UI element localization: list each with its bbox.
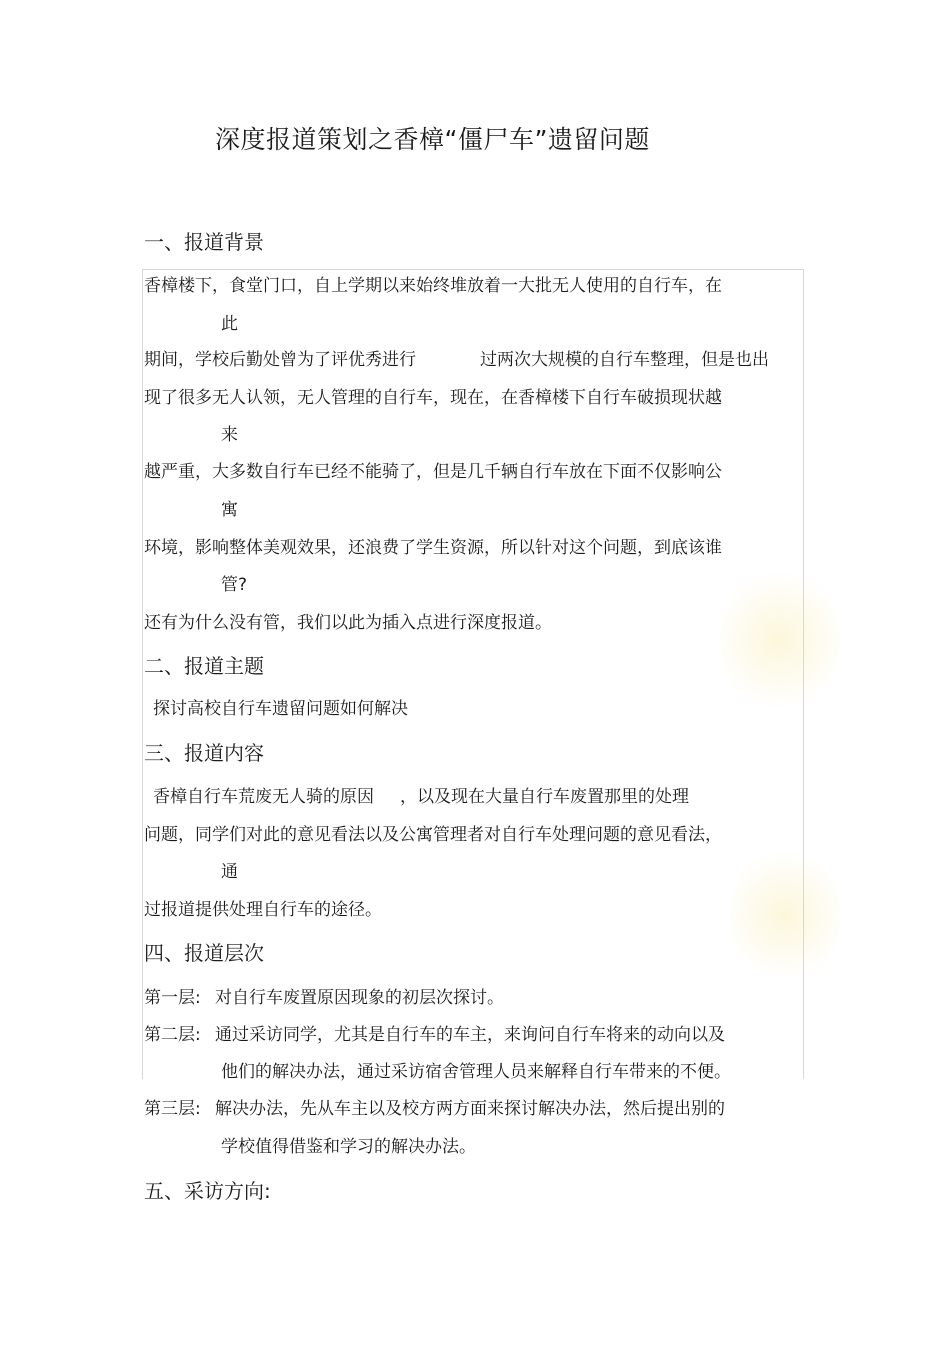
layer-text: 解决办法，先从车主以及校方两方面来探讨解决办法，然后提出别的: [215, 1099, 725, 1119]
paragraph-line: 期间，学校后勤处曾为了评优秀进行: [144, 350, 416, 370]
paragraph-line: 香樟自行车荒废无人骑的原因: [153, 787, 374, 807]
paragraph-line: 通: [221, 862, 238, 882]
paragraph-line: 还有为什么没有管，我们以此为插入点进行深度报道。: [144, 613, 552, 633]
section-heading-content: 三、报道内容: [144, 741, 264, 765]
paragraph-line: 现了很多无人认领，无人管理的自行车，现在，在香樟楼下自行车破损现状越: [144, 388, 722, 408]
paragraph-line: 探讨高校自行车遗留问题如何解决: [153, 699, 408, 719]
paragraph-line: 过两次大规模的自行车整理，但是也出: [480, 350, 769, 370]
layer-label: 第三层:: [144, 1099, 201, 1119]
layer-text: 通过采访同学，尤其是自行车的车主，来询问自行车将来的动向以及: [215, 1025, 725, 1045]
paragraph-line: 管?: [221, 575, 248, 595]
paragraph-line: ，以及现在大量自行车废置那里的处理: [400, 787, 689, 807]
layer-label: 第二层:: [144, 1025, 201, 1045]
paragraph-line: 来: [221, 425, 238, 445]
layer-text: 他们的解决办法，通过采访宿舍管理人员来解释自行车带来的不便。: [221, 1062, 731, 1082]
paragraph-line: 香樟楼下，食堂门口，自上学期以来始终堆放着一大批无人使用的自行车，在: [144, 276, 722, 296]
paragraph-line: 寓: [221, 500, 238, 520]
page-title: 深度报道策划之香樟“僵尸车”遗留问题: [215, 125, 650, 154]
paragraph-line: 此: [221, 314, 238, 334]
paragraph-line: 环境，影响整体美观效果，还浪费了学生资源，所以针对这个问题，到底该谁: [144, 538, 722, 558]
layer-text: 对自行车废置原因现象的初层次探讨。: [215, 988, 504, 1008]
paragraph-line: 越严重，大多数自行车已经不能骑了，但是几千辆自行车放在下面不仅影响公: [144, 462, 722, 482]
paragraph-line: 问题，同学们对此的意见看法以及公寓管理者对自行车处理问题的意见看法，: [144, 825, 722, 845]
section-heading-theme: 二、报道主题: [144, 654, 264, 678]
section-heading-interview: 五、采访方向:: [144, 1179, 271, 1203]
layer-text: 学校值得借鉴和学习的解决办法。: [221, 1137, 476, 1157]
section-heading-levels: 四、报道层次: [144, 941, 264, 965]
paragraph-line: 过报道提供处理自行车的途径。: [144, 900, 382, 920]
section-heading-background: 一、报道背景: [144, 230, 264, 254]
layer-label: 第一层:: [144, 988, 201, 1008]
